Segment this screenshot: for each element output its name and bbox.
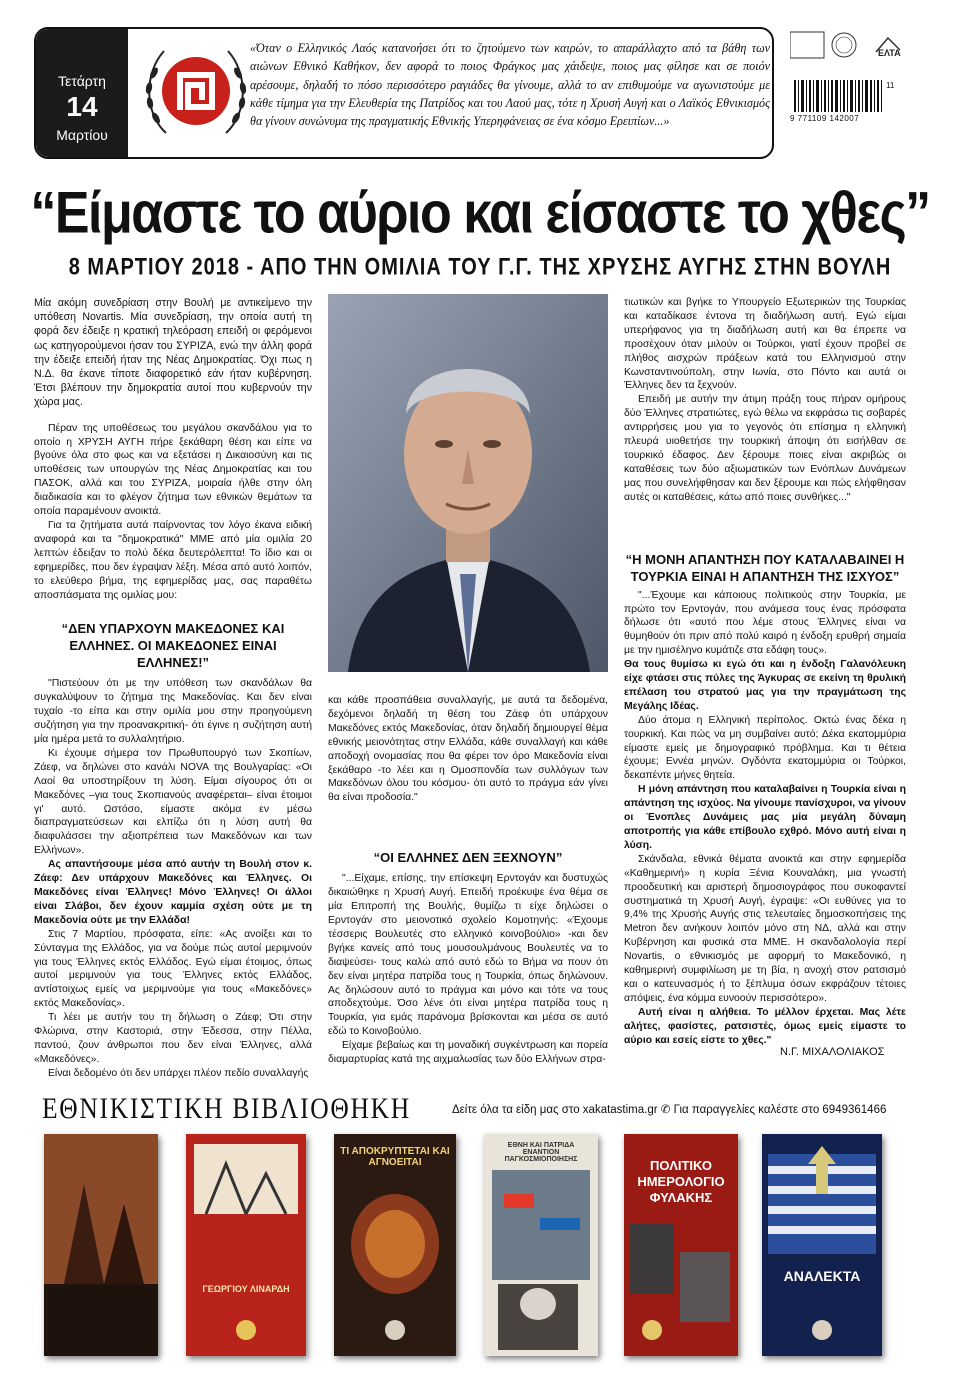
book-title: ΓΕΩΡΓΙΟΥ ΛΙΝΑΡΔΗ — [202, 1284, 290, 1294]
book-title: ΤΙ ΑΠΟΚΡΥΠΤΕΤΑΙ ΚΑΙ ΑΓΝΟΕΙΤΑΙ — [340, 1146, 450, 1168]
barcode-suffix: 11 — [886, 81, 895, 90]
article-column-1 — [34, 296, 312, 1081]
paragraph: Τι λέει με αυτήν του τη δήλωση ο Ζάεφ; Ότι στην Φλώρινα, στην Καστοριά, στην Έδεσσα, στην Πέλλα, παντού, ζουν άνθρωποι που δεν είναι Έλληνες, αλλά «Μακεδόνες». — [34, 1012, 312, 1065]
masthead — [34, 27, 774, 159]
book-title: ΕΘΝΗ ΚΑΙ ΠΑΤΡΙΔΑ ΕΝΑΝΤΙΟΝ ΠΑΓΚΟΣΜΙΟΠΟΙΗΣΗΣ — [504, 1142, 578, 1163]
paragraph-bold: Ας απαντήσουμε μέσα από αυτήν τη Βουλή στον κ. Ζάεφ: Δεν υπάρχουν Μακεδόνες και Έλληνες. Οι Μακεδόνες είναι Έλληνες! Μόνο Έλληνες! Οι άλλοι είναι Σλάβοι, δεν έχουν καμμία σχέση ούτε με τη Μακεδονία ούτε με την Ελλάδα! — [34, 859, 312, 926]
section-heading: “ΔΕΝ ΥΠΑΡΧΟΥΝ ΜΑΚΕΔΟΝΕΣ ΚΑΙ ΕΛΛΗΝΕΣ. ΟΙ ΜΑΚΕΔΟΝΕΣ ΕΙΝΑΙ ΕΛΛΗΝΕΣ!” — [61, 621, 285, 671]
paragraph-bold: Θα τους θυμίσω κι εγώ ότι και η ένδοξη Γαλανόλευκη είχε φτάσει στις πύλες της Άγκυρας σε εκείνη τη θρυλική επέλαση του στρατού μας για την πραγμάτωση της Μεγάλης Ιδέας. — [624, 659, 906, 712]
paragraph: Πέραν της υποθέσεως του μεγάλου σκανδάλου για το οποίο η ΧΡΥΣΗ ΑΥΓΗ πήρε ξεκάθαρη θέση και είπε να βγούνε όλα στο φως και να εξετάσει η Δικαιοσύνη και τις υποθέσεις των υπουργών της Νέας Δημοκρατίας και του ΠΑΣΟΚ, αλλά και του ΣΥΡΙΖΑ, μοιραία ήλθε στην όλη διαδικασία και το φλέγον ζήτημα των εθνικών θεμάτων τα οποία παραμένουν ανοικτά. — [34, 422, 312, 518]
month-name: Μαρτίου — [56, 127, 108, 143]
book-cover — [186, 1134, 306, 1356]
editorial-quote: «Όταν ο Ελληνικός Λαός κατανοήσει ότι το ζητούμενο των καιρών, το απαράλλαχτο από τα βάθη των αιώνων Εθνικό Καθήκον, δεν αφορά το ποιος Φράγκος μας χάιδεψε, ποιος μας φίλησε και σε ποιόν αρέσουμε, δηλαδή το πόσο περισσότερο ραγιάδες θα γίνουμε, αλλά το αν επιθυμούμε να αγωνιστούμε με κάθε τίμημα για την Ελευθερία της Πατρίδος και του Λαού μας, τότε η Χρυσή Αυγή και ο Λαϊκός Εθνικισμός θα γίνουν συνώνυμα της πραγματικής Εθνικής Υπερηφάνειας σε ένα κόσμο Ερειπίων...» — [250, 41, 770, 129]
paragraph: Είναι δεδομένο ότι δεν υπάρχει πλέον πεδίο συναλλαγής — [48, 1067, 309, 1079]
meander-wreath-emblem — [136, 33, 256, 153]
book-title: ΑΝΑΛΕΚΤΑ — [783, 1268, 861, 1284]
paragraph-bold: Αυτή είναι η αλήθεια. Το μέλλον έρχεται. Μας λέτε αλήτες, φασίστες, ρατσιστές, όμως εμείς είμαστε το αύριο και εσείς είστε το χθες." — [624, 1006, 906, 1046]
author-signature: Ν.Γ. ΜΙΧΑΛΟΛΙΑΚΟΣ — [780, 1046, 885, 1058]
paragraph: Δύο άτομα η Ελληνική περίπολος. Οκτώ ένας δέκα η τουρκική. Και πώς να μη συμβαίνει αυτό; Δέκα εκατομμύρια είμαστε εμείς με δημογραφικό πρόβλημα. Και τι θέτεια έχουμε; Εννέα μηνών. Ογδόντα εκατομμύρια οι Τούρκοι, δεκαπέντε μήνες θητεία. — [624, 714, 906, 782]
book-title: ΠΟΛΙΤΙΚΟ ΗΜΕΡΟΛΟΓΙΟ ΦΥΛΑΚΗΣ — [637, 1158, 725, 1205]
day-name: Τετάρτη — [58, 73, 106, 89]
article-intro: Μία ακόμη συνεδρίαση στην Βουλή με αντικείμενο την υπόθεση Novartis. Μία συνεδρίαση, την οποία αυτή τη φορά δεν έδειξε η κρατική τηλεόραση επειδή οι φερόμενοι ως κατηγορούμενοι ήσαν του ΣΥΡΙΖΑ, ενώ την άλλη φορά την έδειξε επειδή ήταν της Νέας Δημοκρατίας. Όχι πως η Ν.Δ. θα έκανε τίποτε διαφορετικό εάν ήταν κυβέρνηση. Έτσι βλέπουν την δημοκρατία αυτοί που κυβερνούν την χώρα μας. — [34, 297, 312, 409]
barcode-number: 9 771109 142007 — [790, 114, 860, 123]
library-title: ΕΘΝΙΚΙΣΤΙΚΗ ΒΙΒΛΙΟΘΗΚΗ — [42, 1092, 411, 1125]
headline: “Είμαστε το αύριο και είσαστε το χθες” — [30, 181, 930, 247]
paragraph: Για τα ζητήματα αυτά παίρνοντας τον λόγο έκανα ειδική αναφορά και τα "δημοκρατικά" ΜΜΕ από μία ομιλία 20 λεπτών έδειξαν το πολύ δέκα δευτερόλεπτα! Το ίδιο και οι εφημερίδες, που δεν έγραψαν λέξη. Μέσα από αυτό λοιπόν, το ελεύθερο βήμα, της εφημερίδας μας, σας παραθέτω αποσπάσματα της ομιλίας μου: — [34, 519, 312, 601]
book-cover — [624, 1134, 738, 1356]
library-info: Δείτε όλα τα είδη μας στο xakatastima.gr ✆ Για παραγγελίες καλέστε στο 6949361466 — [452, 1104, 887, 1116]
section-heading: “ΟΙ ΕΛΛΗΝΕΣ ΔΕΝ ΞΕΧΝΟΥΝ” — [373, 850, 563, 866]
paragraph: Σκάνδαλα, εθνικά θέματα ανοικτά και στην εφημερίδα «Καθημερινή» η κυρία Ξένια Κουναλάκη, μια γνωστή προοδευτική και αριστερή δημοσιογράφος που συκοφαντεί συστηματικά τη Χρυσή Αυγή, έγραψε: «Οι ευθύνες για το 9,4% της Χρυσής Αυγής στις τελευταίες δημοσκοπήσεις της Metron δεν ανήκουν λοιπόν μόνο στη ΝΔ, αλλά και στην Κυβέρνηση και φυσικά στα ΜΜΕ. Η σκανδαλολογία περί Novartis, ο εθνικισμός με αφορμή το Μακεδονικό, η καθημερινή συμφιλίωση με τη βία, η ανοχή στον ρατσισμό και ο κατευνασμός ή το ξέπλυμα όσων εκφράζουν τέτοιες απόψεις, ένα κόμμα ευνοούν περισσότερο». — [624, 853, 906, 1004]
paragraph: Είχαμε βεβαίως και τη μοναδική συγκέντρωση και πορεία διαμαρτυρίας κατά της αιχμαλωσίας των δύο Ελλήνων στρα- — [328, 1040, 608, 1066]
subheadline: 8 ΜΑΡΤΙΟΥ 2018 - ΑΠΟ ΤΗΝ ΟΜΙΛΙΑ ΤΟΥ Γ.Γ. ΤΗΣ ΧΡΥΣΗΣ ΑΥΓΗΣ ΣΤΗΝ ΒΟΥΛΗ — [68, 254, 892, 281]
paragraph: Επειδή με αυτήν την άτιμη πράξη τους πήραν ομήρους δύο Έλληνες στρατιώτες, εγώ θέλω να εκφράσω τις σοβαρές αντιρρήσεις μου για το γεγονός ότι επίσημα η ελληνική πλευρά υιοθετήσε την τουρκική άποψη ότι εισήλθαν σε τουρκικό έδαφος. Δεν ξέρουμε ποιες είναι ακριβώς οι καταθέσεις των δύο αξιωματικών των Ενόπλων Δυνάμεων μας που συνελήφθησαν και δεν ξέρουμε και πώς ελήφθησαν αυτές οι καταθέσεις, κάτω από ποιες συνθήκες..." — [624, 394, 906, 503]
paragraph: "...Έχουμε και κάποιους πολιτικούς στην Τουρκία, με πρώτο τον Ερντογάν, που ανάμεσα τους ένας πρόσφατα δήλωσε ότι «αυτό που λέμε στους Έλληνες είναι να θυμηθούν ότι πριν από πολύ καιρό η ένδοξη ερυθρή σημαία με την ημισέληνο κυμάτιζε στα εδάφη τους». — [624, 589, 906, 657]
date-box — [36, 29, 128, 157]
day-number: 14 — [66, 91, 98, 122]
paragraph: "...Είχαμε, επίσης, την επίσκεψη Ερντογάν και δυστυχώς δικαιώθηκε η Χρυσή Αυγή. Επειδή προέκυψε ένα θέμα σε μία Επιτροπή της Βουλής, θυμίζω τι είχε δηλώσει ο Ερντογάν στο μειονοτικό σχολείο Κομοτηνής: «Έχουμε τέσσερις Βουλευτές στο ελληνικό κοινοβούλιο» -και δεν βγήκε κανείς από τους μουσουλμάνους Βουλευτές να το διαψεύσει- τους καλώ από αυτό εδώ το Βήμα να πουν ότι δεν είναι μητέρα πατρίδα τους η Τουρκία, όπως δηλώνουν. Ας δηλώσουν αυτό το πράγμα και μόνο και τότε να τους αποδεχτούμε. Όσο λένε ότι είναι μητέρα πατρίδα τους η Τουρκία, για εμάς παράνομα βρίσκονται και μέσα σε αυτό εδώ το Κοινοβούλιο. — [328, 873, 608, 1038]
elta-label: ΕΛΤΑ — [878, 48, 901, 58]
paragraph: Κι έχουμε σήμερα τον Πρωθυπουργό των Σκοπίων, Ζάεφ, να δηλώνει στο κανάλι NOVA της Βουλγαρίας: «Οι Λαοί θα υποστηρίξουν τη λύση. Είμαι σίγουρος ότι οι Μακεδόνες –για τους Σκοπιανούς αναφέρεται– είναι έτοιμοι γι' αυτό. Ωστόσο, είμαστε ακόμα εν μέσω διαπραγματεύσεων και ελπίζω ότι η λύση αυτή θα διαφυλάσσει την αξιοπρέπεια των Μακεδόνων και των Ελλήνων». — [34, 747, 312, 857]
book-cover — [334, 1134, 456, 1356]
portrait-photo — [328, 294, 608, 672]
book-cover — [44, 1134, 158, 1356]
paragraph-bold: Η μόνη απάντηση που καταλαβαίνει η Τουρκία είναι η απάντηση της ισχύος. Να γίνουμε πανίσχυροι, να γίνουν οι Ένοπλες Δυνάμεις μας μία μεγάλη δύναμη αποτροπής για κάθε επίβουλο εχθρό. Μόνο αυτή είναι η λύση. — [624, 784, 906, 851]
paragraph: τιωτικών και βγήκε το Υπουργείο Εξωτερικών της Τουρκίας και καταδίκασε έντονα τη διαδήλωση αυτή. Εγώ είμαι υπερήφανος για τη διαδήλωση αυτή και θα έπρεπε να προσέχουν όταν μιλούν οι Τούρκοι, γιατί έχουν προβεί σε πλήθος αισχρών πράξεων κατά του Ελληνισμού στην Κωνσταντινούπολη, στην Ιωνία, στο Πόντο και αυτά οι Έλληνες δεν τα ξεχνούν. — [624, 297, 906, 392]
paragraph: Στις 7 Μαρτίου, πρόσφατα, είπε: «Ας ανοίξει και το Σύνταγμα της Ελλάδος, για να δούμε πώς αυτοί μεριμνούν για τους Έλληνες εκτός Ελλάδος. Εγώ είμαι έτοιμος, όπως αυτοί μεριμνούν για τους Έλληνες εκτός Ελλάδος, αντίστοιχως εμείς να μεριμνούμε για τους «Μακεδόνες» εκτός Μακεδονίας». — [34, 928, 312, 1010]
paragraph: και κάθε προσπάθεια συναλλαγής, με αυτά τα δεδομένα, δεχόμενοι δηλαδή τη θέση του Ζάεφ ότι υπάρχουν Μακεδόνες εκτός Μακεδονίας, όταν δηλαδή δημιουργεί θέμα εθνικής μειονότητας στην Ελλάδα, κάθε συναλλαγή και κάθε αποδοχή ονομασίας που θα φέρει τον όρο Μακεδονία είναι ξεκάθαρο -το λέει και η Ομοσπονδία των συλλόγων των Μακεδόνων όλου του κόσμου- ότι αυτό το πράγμα εάν γίνει θα είναι προδοσία." — [328, 695, 608, 804]
paragraph: "Πιστεύουν ότι με την υπόθεση των σκανδάλων θα συγκαλύψουν το ζήτημα της Μακεδονίας. Και δεν είναι τυχαίο -το είπα και στην ομιλία μου στην προηγούμενη συζήτηση για την προανακριτική- ότι έγινε η συζήτηση αυτή μία ημέρα μετά το συλλαλητήριο. — [34, 678, 312, 746]
section-heading: “Η ΜΟΝΗ ΑΠΑΝΤΗΣΗ ΠΟΥ ΚΑΤΑΛΑΒΑΙΝΕΙ Η ΤΟΥΡΚΙΑ ΕΙΝΑΙ Η ΑΠΑΝΤΗΣΗ ΤΗΣ ΙΣΧΥΟΣ” — [625, 551, 905, 584]
book-cover — [484, 1134, 598, 1356]
article-column-2 — [328, 694, 608, 1067]
book-cover — [762, 1134, 882, 1356]
article-column-3 — [624, 296, 906, 1048]
